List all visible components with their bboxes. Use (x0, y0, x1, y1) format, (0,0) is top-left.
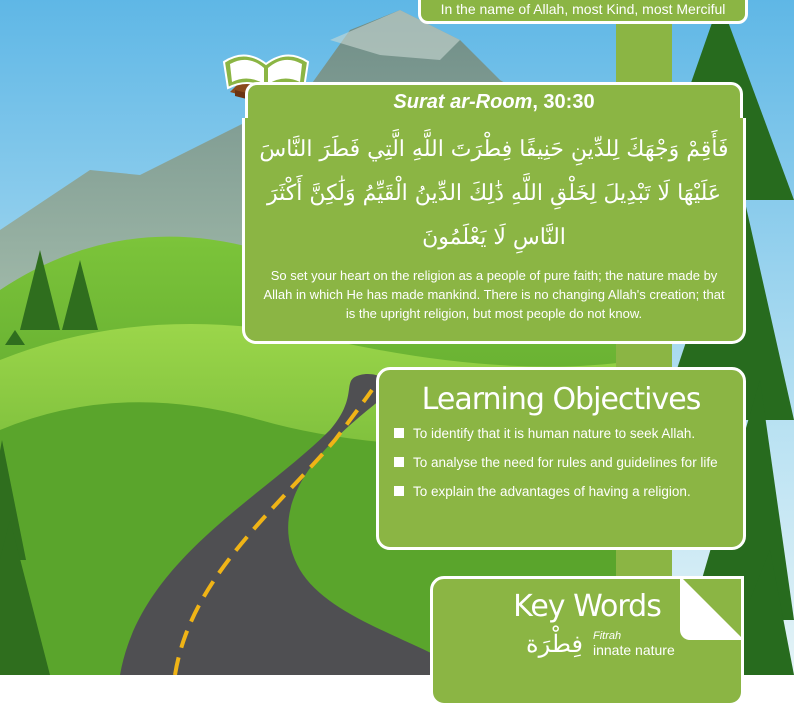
page-curl-corner (680, 576, 744, 640)
keyword-meaning: innate nature (593, 642, 675, 658)
learning-objectives-card (376, 367, 746, 550)
objective-item: To explain the advantages of having a religion. (393, 483, 729, 500)
banner-connector (616, 548, 672, 578)
basmala-banner (418, 0, 748, 24)
surah-name: Surat ar-Room (393, 91, 533, 113)
objectives-title: Learning Objectives (421, 382, 701, 417)
keyword-definition (593, 630, 675, 658)
surah-reference: , 30:30 (532, 91, 595, 113)
basmala-text: In the name of Allah, most Kind, most Merciful (440, 1, 726, 17)
surah-title-bar (245, 82, 743, 120)
keywords-title: Key Words (513, 589, 661, 624)
verse-translation: So set your heart on the religion as a people of pure faith; the nature made by Allah in which He has made mankind. There is no changing Allah's creation; that is the upright religion, but most people do not know. (263, 268, 725, 321)
objectives-list (393, 425, 729, 500)
verse-arabic: فَأَقِمْ وَجْهَكَ لِلدِّينِ حَنِيفًا فِطْرَتَ اللَّهِ الَّتِي فَطَرَ النَّاسَ عَلَيْهَا لَا تَبْدِيلَ لِخَلْقِ اللَّهِ ذَٰلِكَ الدِّينُ الْقَيِّمُ وَلَٰكِنَّ أَكْثَرَ النَّاسِ لَا يَعْلَمُونَ (259, 137, 729, 250)
keyword-arabic: فِطْرَة (526, 630, 583, 658)
objective-item: To analyse the need for rules and guidelines for life (393, 454, 729, 471)
objective-item: To identify that it is human nature to seek Allah. (393, 425, 729, 442)
banner-connector (616, 340, 672, 370)
keyword-transliteration: Fitrah (593, 630, 622, 642)
key-words-card (430, 576, 744, 706)
verse-card (242, 118, 746, 344)
